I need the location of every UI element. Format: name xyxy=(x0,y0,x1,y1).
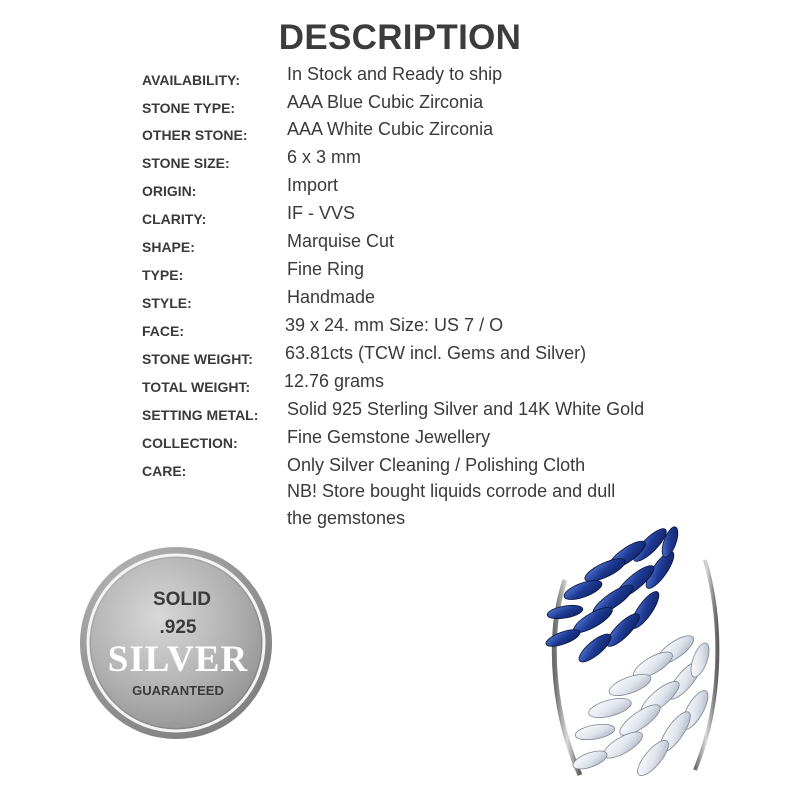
spec-value: 63.81cts (TCW incl. Gems and Silver) xyxy=(285,343,587,363)
spec-row-other-stone xyxy=(142,117,782,143)
spec-label: COLLECTION: xyxy=(142,435,238,451)
blue-stone-cluster xyxy=(544,524,681,666)
spec-value: 12.76 grams xyxy=(284,371,385,391)
spec-value: Marquise Cut xyxy=(287,231,395,251)
seal-text-solid: SOLID xyxy=(152,589,212,610)
spec-row-style xyxy=(142,285,782,311)
ring-photo xyxy=(535,520,735,790)
seal-text-silver: SILVER xyxy=(107,639,249,680)
spec-value: Fine Ring xyxy=(287,259,365,279)
spec-label: FACE: xyxy=(142,323,184,339)
spec-row-clarity xyxy=(142,201,782,227)
spec-label: OTHER STONE: xyxy=(142,127,248,143)
spec-row-care xyxy=(142,453,782,479)
spec-value: Only Silver Cleaning / Polishing Cloth xyxy=(287,455,586,475)
spec-row-stone-type xyxy=(142,90,782,116)
spec-label: STONE TYPE: xyxy=(142,100,236,116)
spec-label: SHAPE: xyxy=(142,239,195,255)
spec-value: In Stock and Ready to ship xyxy=(287,64,503,84)
spec-label: SETTING METAL: xyxy=(142,407,259,423)
spec-value: Solid 925 Sterling Silver and 14K White Gold xyxy=(287,399,645,419)
spec-value: Import xyxy=(287,175,339,195)
spec-value: 6 x 3 mm xyxy=(287,147,362,167)
spec-value: AAA White Cubic Zirconia xyxy=(287,119,494,139)
spec-row-face xyxy=(142,313,782,339)
spec-label: TOTAL WEIGHT: xyxy=(142,379,251,395)
spec-value: 39 x 24. mm Size: US 7 / O xyxy=(285,315,504,335)
seal-text-925: .925 xyxy=(159,617,197,638)
page-title: DESCRIPTION xyxy=(278,18,522,57)
spec-label: CLARITY: xyxy=(142,211,207,227)
spec-label: STYLE: xyxy=(142,295,192,311)
spec-value: Fine Gemstone Jewellery xyxy=(287,427,491,447)
spec-value: IF - VVS xyxy=(287,203,356,223)
spec-row-type xyxy=(142,257,782,283)
spec-label: CARE: xyxy=(142,463,187,479)
spec-label: ORIGIN: xyxy=(142,183,197,199)
spec-value: Handmade xyxy=(287,287,376,307)
spec-value: AAA Blue Cubic Zirconia xyxy=(287,92,484,112)
spec-row-origin xyxy=(142,173,782,199)
spec-row-availability xyxy=(142,62,782,88)
ring-illustration xyxy=(535,520,735,790)
spec-label: STONE SIZE: xyxy=(142,155,230,171)
solid-silver-seal xyxy=(78,545,274,741)
spec-label: AVAILABILITY: xyxy=(142,72,240,88)
spec-label: TYPE: xyxy=(142,267,184,283)
spec-row-total-weight xyxy=(142,369,782,395)
spec-row-stone-weight xyxy=(142,341,782,367)
care-note-line: NB! Store bought liquids corrode and dull xyxy=(287,481,616,501)
seal-text-guaranteed: GUARANTEED xyxy=(132,683,224,698)
spec-label: STONE WEIGHT: xyxy=(142,351,253,367)
care-note-line: the gemstones xyxy=(287,508,406,528)
spec-row-collection xyxy=(142,425,782,451)
spec-row-stone-size xyxy=(142,145,782,171)
spec-row-setting-metal xyxy=(142,397,782,423)
spec-row-shape xyxy=(142,229,782,255)
